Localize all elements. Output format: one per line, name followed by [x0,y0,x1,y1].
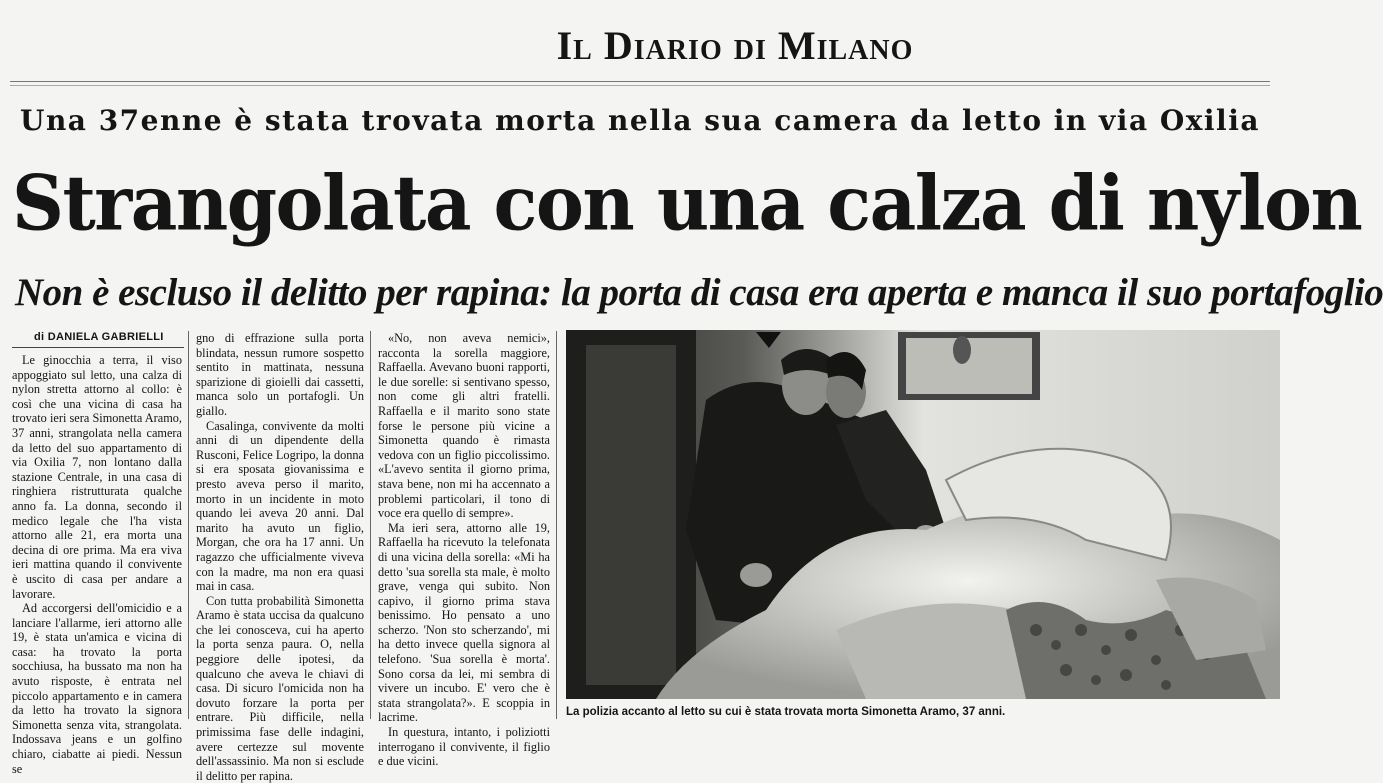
news-photo-image [566,330,1280,699]
column-divider [188,331,189,719]
column-2-paragraph: Con tutta probabilità Simonetta Aramo è stata uccisa da qualcuno che lei conosceva, cui ha aperto la porta senza paura. O, nella peggiore delle ipotesi, da qualcuno che aveva le chiavi di casa. Di sicuro l'omicida non ha dovuto forzare la porta per entrare. Più difficile, nella primissima fase delle indagini, avere certezze sul movente dell'assassinio. Ma non si esclude il delitto per rapina. [196,593,364,783]
article-column-1 [12,353,182,776]
article-headline: Strangolata con una calza di nylon [12,158,1362,248]
column-2-paragraph: Casalinga, convivente da molti anni di un dipendente della Rusconi, Felice Logripo, la donna si era sposata giovanissima e presto aveva perso il marito, morto in un incidente in moto quando lei aveva 20 anni. Dal marito ha avuto un figlio, Morgan, che ora ha 17 anni. Un ragazzo che ufficialmente viveva con la madre, ma non era quasi mai in casa. [196,418,364,594]
article-byline: di DANIELA GABRIELLI [34,331,164,343]
column-divider [370,331,371,719]
newspaper-masthead: Il Diario di Milano [556,23,914,68]
news-photo [566,330,1280,699]
article-column-2 [196,331,364,783]
column-1-paragraph: Ad accorgersi dell'omicidio e a lanciare l'allarme, ieri attorno alle 19, è stata un'amica e vicina di casa: ha trovato la porta socchiusa, ha bussato ma non ha avuto risposte, è entrata nel piccolo appartamento e in camera da letto ha trovato la signora Simonetta senza vita, strangolata. Indossava jeans e un golfino chiaro, ciabatte ai piedi. Nessun se [12,601,182,776]
column-1-paragraph: Le ginocchia a terra, il viso appoggiato sul letto, una calza di nylon stretta attorno al collo: è così che una vicina di casa ha trovato ieri sera Simonetta Aramo, 37 anni, strangolata nella camera da letto del suo appartamento di via Oxilia 7, non lontano dalla stazione Centrale, in una casa di ringhiera ristrutturata qualche anno fa. La donna, secondo il medico legale che l'ha vista attorno alle 21, era morta una decina di ore prima. Ma era viva ieri mattina quando il convivente è uscito di casa per andare a lavorare. [12,353,182,601]
article-column-3 [378,331,550,769]
article-subheadline: Non è escluso il delitto per rapina: la porta di casa era aperta e manca il suo portafoglio [15,271,1383,314]
article-kicker: Una 37enne è stata trovata morta nella sua camera da letto in via Oxilia [20,104,1260,137]
masthead-rule-secondary [10,85,1270,86]
photo-caption: La polizia accanto al letto su cui è stata trovata morta Simonetta Aramo, 37 anni. [566,706,1006,718]
column-divider [556,331,557,719]
column-3-paragraph: Ma ieri sera, attorno alle 19, Raffaella ha ricevuto la telefonata di una vicina della sorella: «Mi ha detto 'sua sorella sta male, è molto grave, venga qui subito. Non capivo, il giorno prima stava benissimo. Ho pensato a uno scherzo. 'Non sto scherzando', mi ha detto invece quella signora al telefono. 'Sua sorella è morta'. Sono corsa da lei, mi sembra di vivere un incubo. E' vero che è stata strangolata?». E scoppia in lacrime. [378,520,550,725]
column-3-paragraph: In questura, intanto, i poliziotti interrogano il convivente, il figlio e due vicini. [378,725,550,769]
column-2-paragraph: gno di effrazione sulla porta blindata, nessun rumore sospetto sentito in mattinata, nessuna sparizione di gioielli dai cassetti, manca solo un portafogli. Un giallo. [196,331,364,418]
masthead-rule [10,81,1270,82]
column-3-paragraph: «No, non aveva nemici», racconta la sorella maggiore, Raffaella. Avevano buoni rapporti, le due sorelle: si sentivano spesso, non come gli altri fratelli. Raffaella e il marito sono state forse le persone più vicine a Simonetta quando è rimasta vedova con un figlio piccolissimo. «L'avevo sentita il giorno prima, stava bene, non mi ha accennato a problemi particolari, il tono di voce era quello di sempre». [378,331,550,521]
byline-rule [12,347,184,348]
